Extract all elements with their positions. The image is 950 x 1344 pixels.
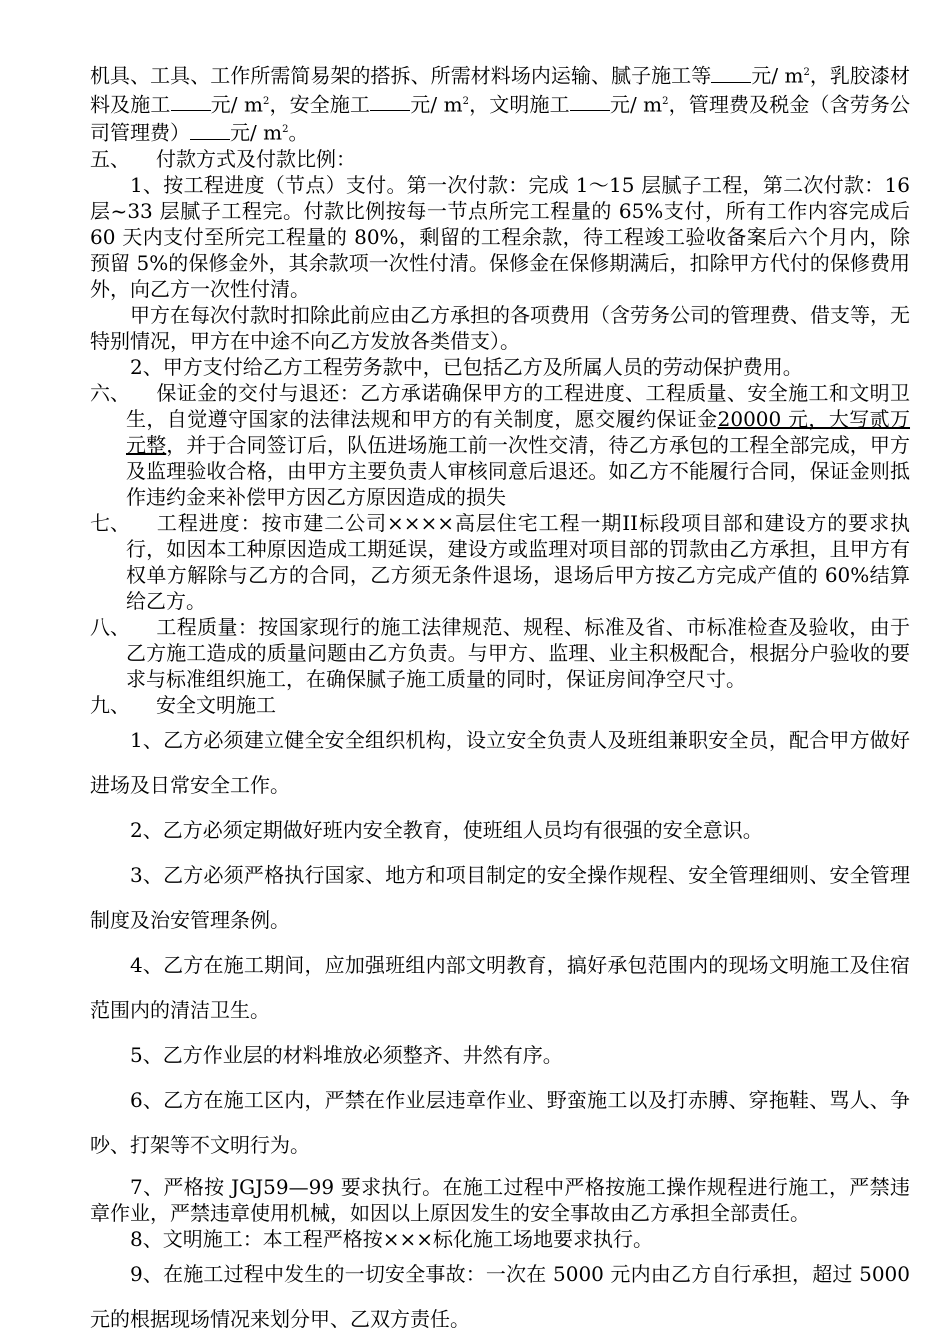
safety-item-2: 2、乙方必须定期做好班内安全教育，使班组人员均有很强的安全意识。	[130, 817, 763, 842]
blank-civil-fee	[570, 90, 610, 111]
section-5-para-3: 2、甲方支付给乙方工程劳务款中，已包括乙方及所属人员的劳动保护费用。	[130, 354, 803, 379]
blank-safety-fee	[370, 90, 410, 111]
safety-item-4: 4、乙方在施工期间，应加强班组内部文明教育，搞好承包范围内的现场文明施工及住宿范围内的清洁卫生。	[90, 952, 910, 1022]
safety-item-9: 9、在施工过程中发生的一切安全事故：一次在 5000 元内由乙方自行承担，超过 5000 元的根据现场情况来划分甲、乙双方责任。	[90, 1261, 910, 1331]
safety-item-8: 8、文明施工：本工程严格按×××标化施工场地要求执行。	[130, 1226, 653, 1251]
blank-paint-fee	[171, 90, 211, 111]
document-page	[90, 60, 910, 1342]
section-5-heading: 五、 付款方式及付款比例：	[90, 146, 356, 171]
section-6: 六、 保证金的交付与退还：乙方承诺确保甲方的工程进度、工程质量、安全施工和文明卫生，自觉遵守国家的法律法规和甲方的有关制度，愿交履约保证金20000 元，大写贰万元整，并于合同签订后，队伍进场施工前一次性交清，待乙方承包的工程全部完成，甲方及监理验收合格，由甲方主要负责人审核同意后退还。如乙方不能履行合同，保证金则抵作违约金来补偿甲方因乙方原因造成的损失	[90, 380, 911, 509]
paragraph-fees: 机具、工具、工作所需简易架的搭拆、所需材料场内运输、腻子施工等 元/ $m^2$，乳胶漆材料及施工 元/ $m^2$，安全施工 元/ $m^2$，文明施工 元/ $m^2$，管理费及税金（含劳务公司管理费） 元/ $m^2$。	[90, 63, 911, 145]
section-9-heading: 九、 安全文明施工	[90, 692, 276, 717]
section-7: 七、 工程进度：按市建二公司××××高层住宅工程一期II标段项目部和建设方的要求执行，如因本工种原因造成工期延误，建设方或监理对项目部的罚款由乙方承担，且甲方有权单方解除与乙方的合同，乙方须无条件退场，退场后甲方按乙方完成产值的 60%结算给乙方。	[90, 510, 910, 613]
section-8: 八、 工程质量：按国家现行的施工法律规范、规程、标准及省、市标准检查及验收，由于乙方施工造成的质量问题由乙方负责。与甲方、监理、业主积极配合，根据分户验收的要求与标准组织施工，在确保腻子施工质量的同时，保证房间净空尺寸。	[90, 614, 910, 691]
safety-item-6: 6、乙方在施工区内，严禁在作业层违章作业、野蛮施工以及打赤膊、穿拖鞋、骂人、争吵、打架等不文明行为。	[90, 1087, 910, 1157]
safety-item-1: 1、乙方必须建立健全安全组织机构，设立安全负责人及班组兼职安全员，配合甲方做好进场及日常安全工作。	[90, 727, 910, 797]
safety-item-5: 5、乙方作业层的材料堆放必须整齐、井然有序。	[130, 1042, 563, 1067]
deposit-amount: 20000 元，大写贰万元整	[126, 406, 911, 457]
section-5-para-1: 1、按工程进度（节点）支付。第一次付款：完成 1～15 层腻子工程，第二次付款：16 层~33 层腻子工程完。付款比例按每一节点所完工程量的 65%支付，所有工作内容完成后 60 天内支付至所完工程量的 80%，剩留的工程余款，待工程竣工验收备案后六个月内，除预留 5%的保修金外，其余款项一次性付清。保修金在保修期满后，扣除甲方代付的保修费用外，向乙方一次性付清。	[90, 172, 910, 301]
blank-putty-fee	[711, 62, 751, 83]
safety-item-7: 7、严格按 JGJ59—99 要求执行。在施工过程中严格按施工操作规程进行施工，严禁违章作业，严禁违章使用机械，如因以上原因发生的安全事故由乙方承担全部责任。	[90, 1174, 910, 1225]
blank-management-fee	[190, 119, 230, 140]
section-5-para-2: 甲方在每次付款时扣除此前应由乙方承担的各项费用（含劳务公司的管理费、借支等，无特别情况，甲方在中途不向乙方发放各类借支）。	[90, 302, 910, 353]
safety-item-3: 3、乙方必须严格执行国家、地方和项目制定的安全操作规程、安全管理细则、安全管理制度及治安管理条例。	[90, 862, 910, 932]
